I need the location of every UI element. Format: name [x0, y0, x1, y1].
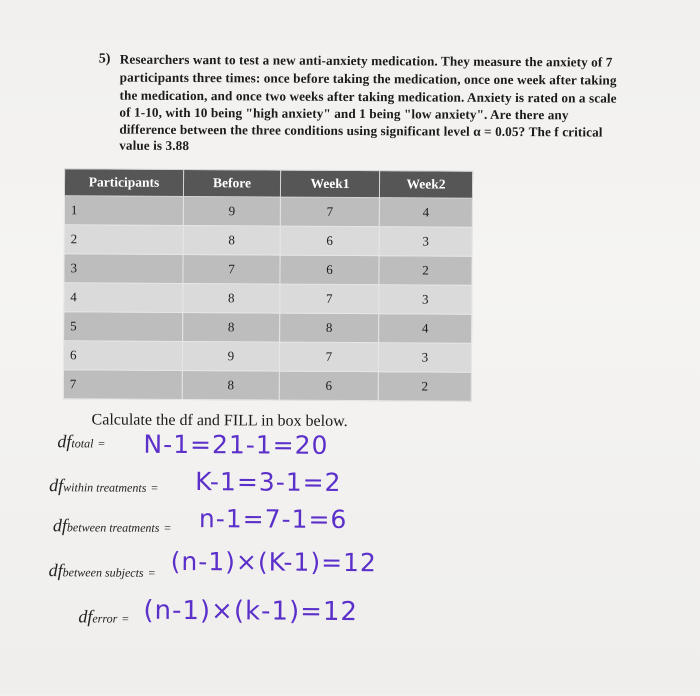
anxiety-data-table: [63, 168, 473, 401]
participant-id: 5: [64, 312, 183, 342]
table-row: [64, 225, 472, 256]
week1-value: 6: [279, 371, 378, 401]
participant-id: 2: [64, 225, 183, 255]
before-value: 9: [183, 196, 280, 226]
participant-id: 4: [64, 283, 183, 313]
question-line: the medication, and once two weeks after taking medication. Anxiety is rated on a scale: [119, 87, 617, 106]
table-row: [64, 312, 472, 343]
header-week1: Week1: [280, 170, 379, 198]
week2-value: 3: [379, 227, 472, 257]
table-row: [64, 196, 472, 227]
df-between-subjects-answer: (n-1)×(K-1)=12: [170, 546, 377, 578]
header-before: Before: [183, 169, 280, 197]
before-value: 9: [182, 341, 279, 371]
week2-value: 4: [379, 314, 472, 344]
participant-id: 3: [64, 254, 183, 284]
df-within-answer: K-1=3-1=2: [195, 467, 342, 497]
table-row: [63, 370, 471, 401]
before-value: 8: [183, 283, 280, 313]
week2-value: 2: [378, 372, 471, 402]
participant-id: 6: [63, 341, 182, 371]
week1-value: 8: [280, 313, 379, 343]
before-value: 8: [182, 370, 279, 400]
df-between-treatments-answer: n-1=7-1=6: [198, 504, 348, 534]
table-header-row: [64, 169, 472, 198]
header-week2: Week2: [379, 171, 472, 199]
week2-value: 2: [379, 256, 472, 286]
week1-value: 7: [280, 284, 379, 314]
table-row: [64, 283, 472, 314]
before-value: 7: [183, 254, 280, 284]
table-row: [64, 254, 472, 285]
week1-value: 7: [280, 197, 379, 227]
question-line: of 1-10, with 10 being "high anxiety" and 1 being "low anxiety". Are there any: [119, 104, 569, 123]
question-number: 5): [98, 51, 111, 67]
question-line: value is 3.88: [119, 137, 190, 154]
week2-value: 3: [379, 285, 472, 315]
question-line: participants three times: once before taking the medication, once one week after taking: [119, 69, 617, 88]
table-row: [63, 341, 471, 372]
df-between-subjects-label: dfbetween subjects =: [48, 560, 156, 581]
header-participants: Participants: [64, 169, 183, 197]
week1-value: 6: [280, 226, 379, 256]
question-line: Researchers want to test a new anti-anxiety medication. They measure the anxiety of 7: [119, 51, 613, 70]
before-value: 8: [183, 312, 280, 342]
df-within-label: dfwithin treatments =: [49, 475, 159, 496]
df-error-answer: (n-1)×(k-1)=12: [143, 595, 359, 628]
question-line: difference between the three conditions using significant level α = 0.05? The f critical: [119, 121, 603, 140]
participant-id: 7: [63, 370, 182, 400]
df-total-label: dftotal =: [57, 431, 106, 452]
week1-value: 7: [279, 342, 378, 372]
df-between-treatments-label: dfbetween treatments =: [52, 515, 172, 536]
week1-value: 6: [280, 255, 379, 285]
week2-value: 3: [378, 343, 471, 373]
before-value: 8: [183, 225, 280, 255]
df-error-label: dferror =: [78, 606, 130, 627]
instruction-text: Calculate the df and FILL in box below.: [91, 411, 348, 430]
df-total-answer: N-1=21-1=20: [143, 429, 329, 460]
participant-id: 1: [64, 196, 183, 226]
week2-value: 4: [379, 198, 472, 228]
